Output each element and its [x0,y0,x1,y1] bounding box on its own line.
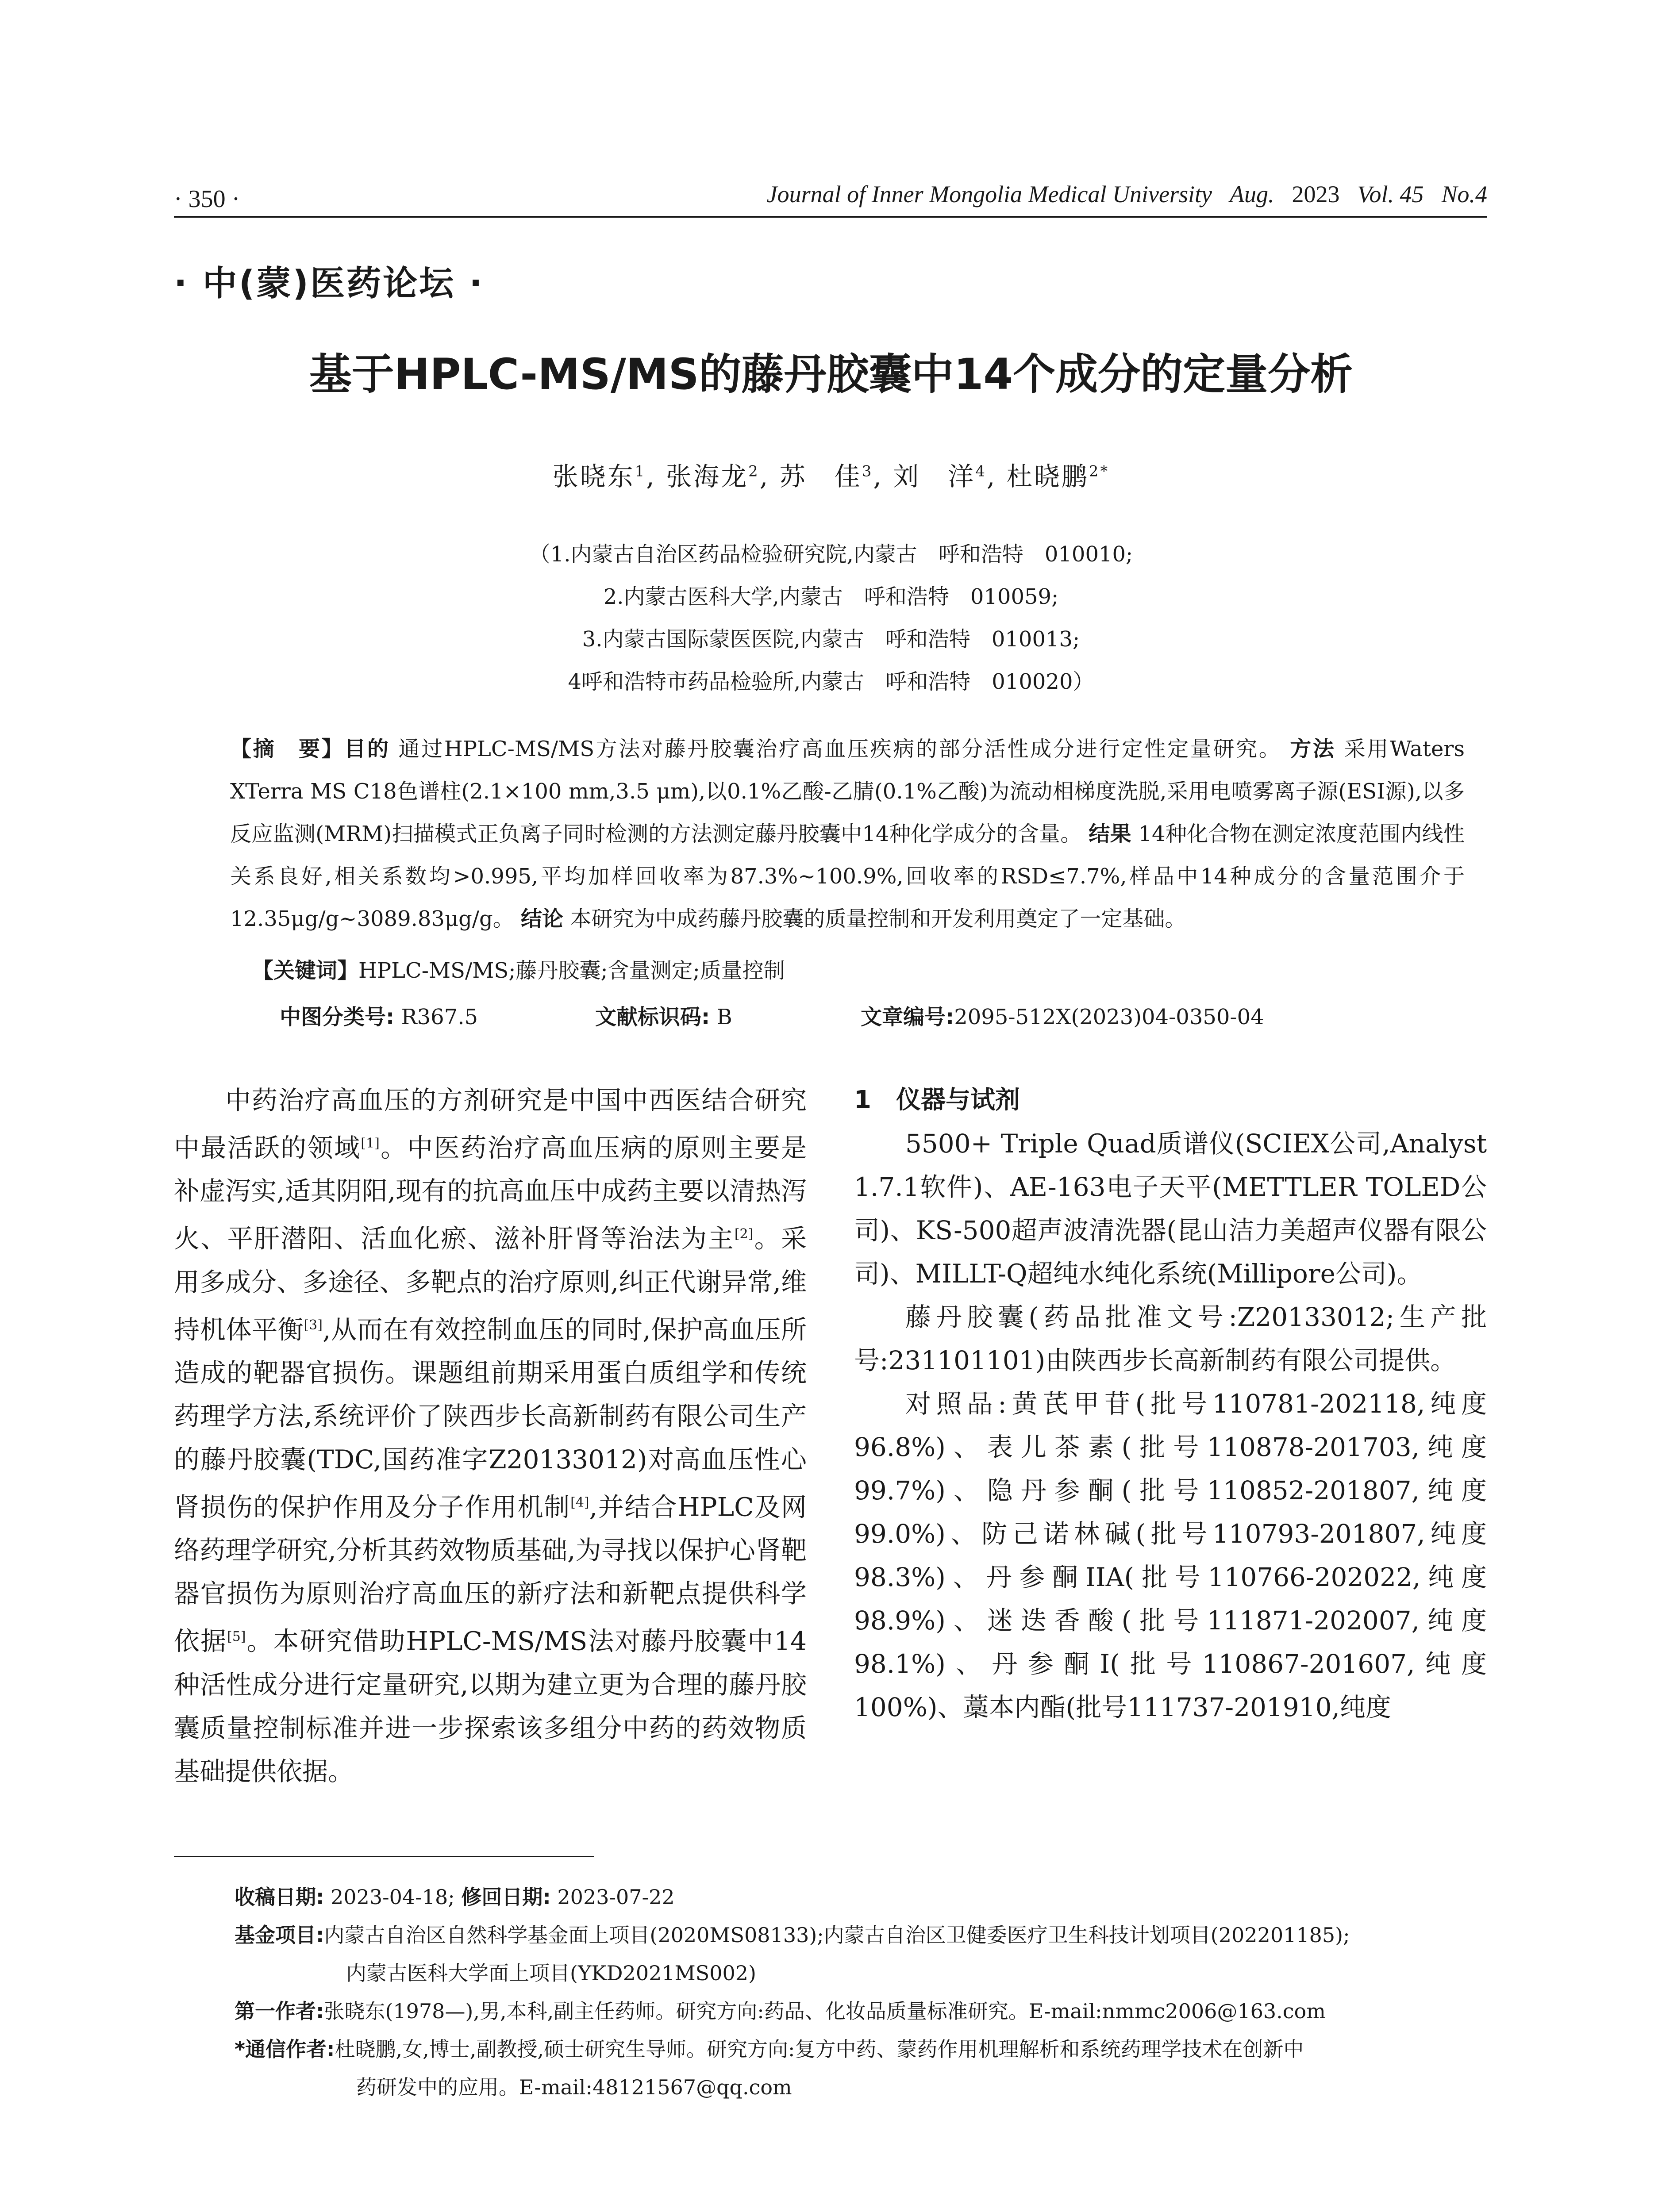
clc-value: R367.5 [401,1005,478,1029]
author-affiliation-mark: 3 [862,462,873,480]
article-number-value: 2095-512X(2023)04-0350-04 [954,1005,1264,1029]
affiliation-line: 2.内蒙古医科大学,内蒙古 呼和浩特 010059; [603,584,1059,609]
document-code-label: 文献标识码: [595,1005,710,1029]
objective-label: 目的 [344,737,390,761]
intro-text: 。本研究借助HPLC-MS/MS法对藤丹胶囊中14种活性成分进行定量研究,以期为建立更为合理的藤丹胶囊质量控制标准并进一步探索该多组分中药的药效物质基础提供依据。 [174,1626,807,1786]
fund-line: 内蒙古医科大学面上项目(YKD2021MS002) [346,1961,756,1985]
issue-year: 2023 [1292,181,1340,207]
intro-text: 。中医药治疗高血压病的原则主要是补虚泻实,适其阴阳,现有的抗高血压中成药主要以清热泻火、平肝潜阳、活血化瘀、滋补肝肾等治法为主 [174,1133,807,1254]
keywords [252,953,785,984]
intro-text: ,从而在有效控制血压的同时,保护高血压所造成的靶器官损伤。课题组前期采用蛋白质组学和传统药理学方法,系统评价了陕西步长高新制药有限公司生产的藤丹胶囊(TDC,国药准字Z20133012)对高血压性心肾损伤的保护作用及分子作用机制 [174,1314,807,1522]
section-label: · 中(蒙)医药论坛 · [174,264,484,303]
received-label: 收稿日期: [235,1885,324,1909]
citation-ref: [4] [570,1494,589,1510]
revised-label: 修回日期: [461,1885,551,1909]
received-value: 2023-04-18; [331,1885,455,1909]
journal-name: Journal of Inner Mongolia Medical University [766,181,1212,207]
instruments-paragraph: 5500+ Triple Quad质谱仪(SCIEX公司,Analyst 1.7.1软件)、AE-163电子天平(METTLER TOLED公司)、KS-500超声波清洗器(昆山洁力美超声仪器有限公司)、MILLT-Q超纯水纯化系统(Millipore公司)。 [854,1129,1487,1289]
document-code-value: B [716,1005,732,1029]
fund-line: 内蒙古自治区自然科学基金面上项目(2020MS08133);内蒙古自治区卫健委医疗卫生科技计划项目(202201185); [324,1923,1350,1947]
corresponding-continued [235,2068,1487,2106]
corresponding-text: 杜晓鹏,女,博士,副教授,硕士研究生导师。研究方向:复方中药、蒙药作用机理解析和系统药理学技术在创新中 [335,2037,1304,2061]
footnotes [235,1878,1487,2106]
fund-label: 基金项目: [235,1923,324,1947]
funding [235,1916,1487,1954]
abstract-objective: 通过HPLC-MS/MS方法对藤丹胶囊治疗高血压疾病的部分活性成分进行定性定量研究。 [398,737,1282,761]
clc-label: 中图分类号: [280,1005,395,1029]
citation-ref: [3] [304,1317,323,1333]
author-list: 张晓东$^1$, 张海龙$^2$, 苏 佳$^3$, 刘 洋$^4$, 杜晓鹏$^{2*}$ [552,461,1110,492]
issue-volume: Vol. 45 [1357,181,1424,207]
article-number [861,1000,1264,1030]
citation-ref: [1] [361,1136,380,1151]
citation-ref: [5] [227,1629,246,1645]
author-name: 杜晓鹏 [1006,461,1089,492]
author-affiliation-mark: 4 [975,462,987,480]
intro-text: 中药治疗高血压的方剂研究是中国中西医结合研究中最活跃的领域 [174,1085,807,1163]
keywords-text: HPLC-MS/MS;藤丹胶囊;含量测定;质量控制 [358,958,785,983]
affiliation-list [0,533,1662,703]
right-column [854,1079,1487,1729]
clc-number [280,1000,478,1030]
corresponding-text: 药研发中的应用。E-mail:48121567@qq.com [356,2075,792,2099]
author-affiliation-mark: 2 [748,462,760,480]
section-heading: 1 仪器与试剂 [854,1086,1020,1114]
author-name: 张海龙 [666,461,749,492]
abstract [230,728,1465,940]
issue-month: Aug. [1229,181,1274,207]
author-affiliation-mark: 2* [1089,462,1110,480]
abstract-label: 【摘 要】 [230,737,345,761]
abstract-results: 14种化合物在测定浓度范围内线性关系良好,相关系数均>0.995,平均加样回收率为87.3%~100.9%,回收率的RSD≤7.7%,样品中14种成分的含量范围介于12.35μg/g~3089.83μg/g。 [230,822,1465,931]
corresponding-label: *通信作者: [235,2037,335,2061]
affiliation-line: （1.内蒙古自治区药品检验研究院,内蒙古 呼和浩特 010010; [529,542,1133,567]
sample-paragraph: 藤丹胶囊(药品批准文号:Z20133012;生产批号:231101101)由陕西步长高新制药有限公司提供。 [854,1302,1487,1375]
reference-standards-paragraph: 对照品:黄芪甲苷(批号110781-202118,纯度96.8%)、表儿茶素(批号110878-201703,纯度99.7%)、隐丹参酮(批号110852-201807,纯度99.0%)、防己诺林碱(批号110793-201807,纯度98.3%)、丹参酮IIA(批号110766-202022,纯度98.9%)、迷迭香酸(批号111871-202007,纯度98.1%)、丹参酮I(批号110867-201607,纯度100%)、藁本内酯(批号111737-201910,纯度 [854,1389,1487,1722]
conclusion-label: 结论 [521,906,564,931]
affiliation-line: 3.内蒙古国际蒙医医院,内蒙古 呼和浩特 010013; [582,627,1080,652]
intro-paragraph [174,1079,807,1793]
issue-number: No.4 [1441,181,1487,207]
citation-ref: [2] [734,1226,754,1242]
methods-label: 方法 [1290,737,1336,761]
left-column [174,1079,807,1793]
header-rule [174,216,1487,218]
article-number-label: 文章编号: [861,1005,954,1029]
abstract-conclusion: 本研究为中成药藤丹胶囊的质量控制和开发利用奠定了一定基础。 [570,906,1186,931]
keywords-label: 【关键词】 [252,958,359,983]
first-author-label: 第一作者: [235,1999,324,2023]
footnote-rule [174,1856,594,1857]
author-name: 刘 洋 [893,461,976,492]
intro-text: ,并结合HPLC及网络药理学研究,分析其药效物质基础,为寻找以保护心肾靶器官损伤为原则治疗高血压的新疗法和新靶点提供科学依据 [174,1492,807,1656]
article-title: 基于HPLC-MS/MS的藤丹胶囊中14个成分的定量分析 [309,349,1353,399]
author-name: 苏 佳 [779,461,862,492]
journal-header [767,180,1487,208]
revised-value: 2023-07-22 [557,1885,675,1909]
first-author-text: 张晓东(1978—),男,本科,副主任药师。研究方向:药品、化妆品质量标准研究。E-mail:nmmc2006@163.com [324,1999,1326,2023]
received-date [235,1878,1487,1916]
author-affiliation-mark: 1 [635,462,646,480]
abstract-methods: 采用Waters XTerra MS C18色谱柱(2.1×100 mm,3.5 μm),以0.1%乙酸-乙腈(0.1%乙酸)为流动相梯度洗脱,采用电喷雾离子源(ESI源),以多反应监测(MRM)扫描模式正负离子同时检测的方法测定藤丹胶囊中14种化学成分的含量。 [230,737,1465,846]
affiliation-line: 4呼和浩特市药品检验所,内蒙古 呼和浩特 010020） [568,669,1094,694]
intro-text: 。采用多成分、多途径、多靶点的治疗原则,纠正代谢异常,维持机体平衡 [174,1223,807,1344]
document-code [595,1000,732,1030]
author-name: 张晓东 [552,461,635,492]
results-label: 结果 [1089,822,1131,846]
funding-continued [235,1954,1487,1992]
first-author [235,1992,1487,2030]
page-number: · 350 · [174,185,240,213]
corresponding-author [235,2030,1487,2068]
